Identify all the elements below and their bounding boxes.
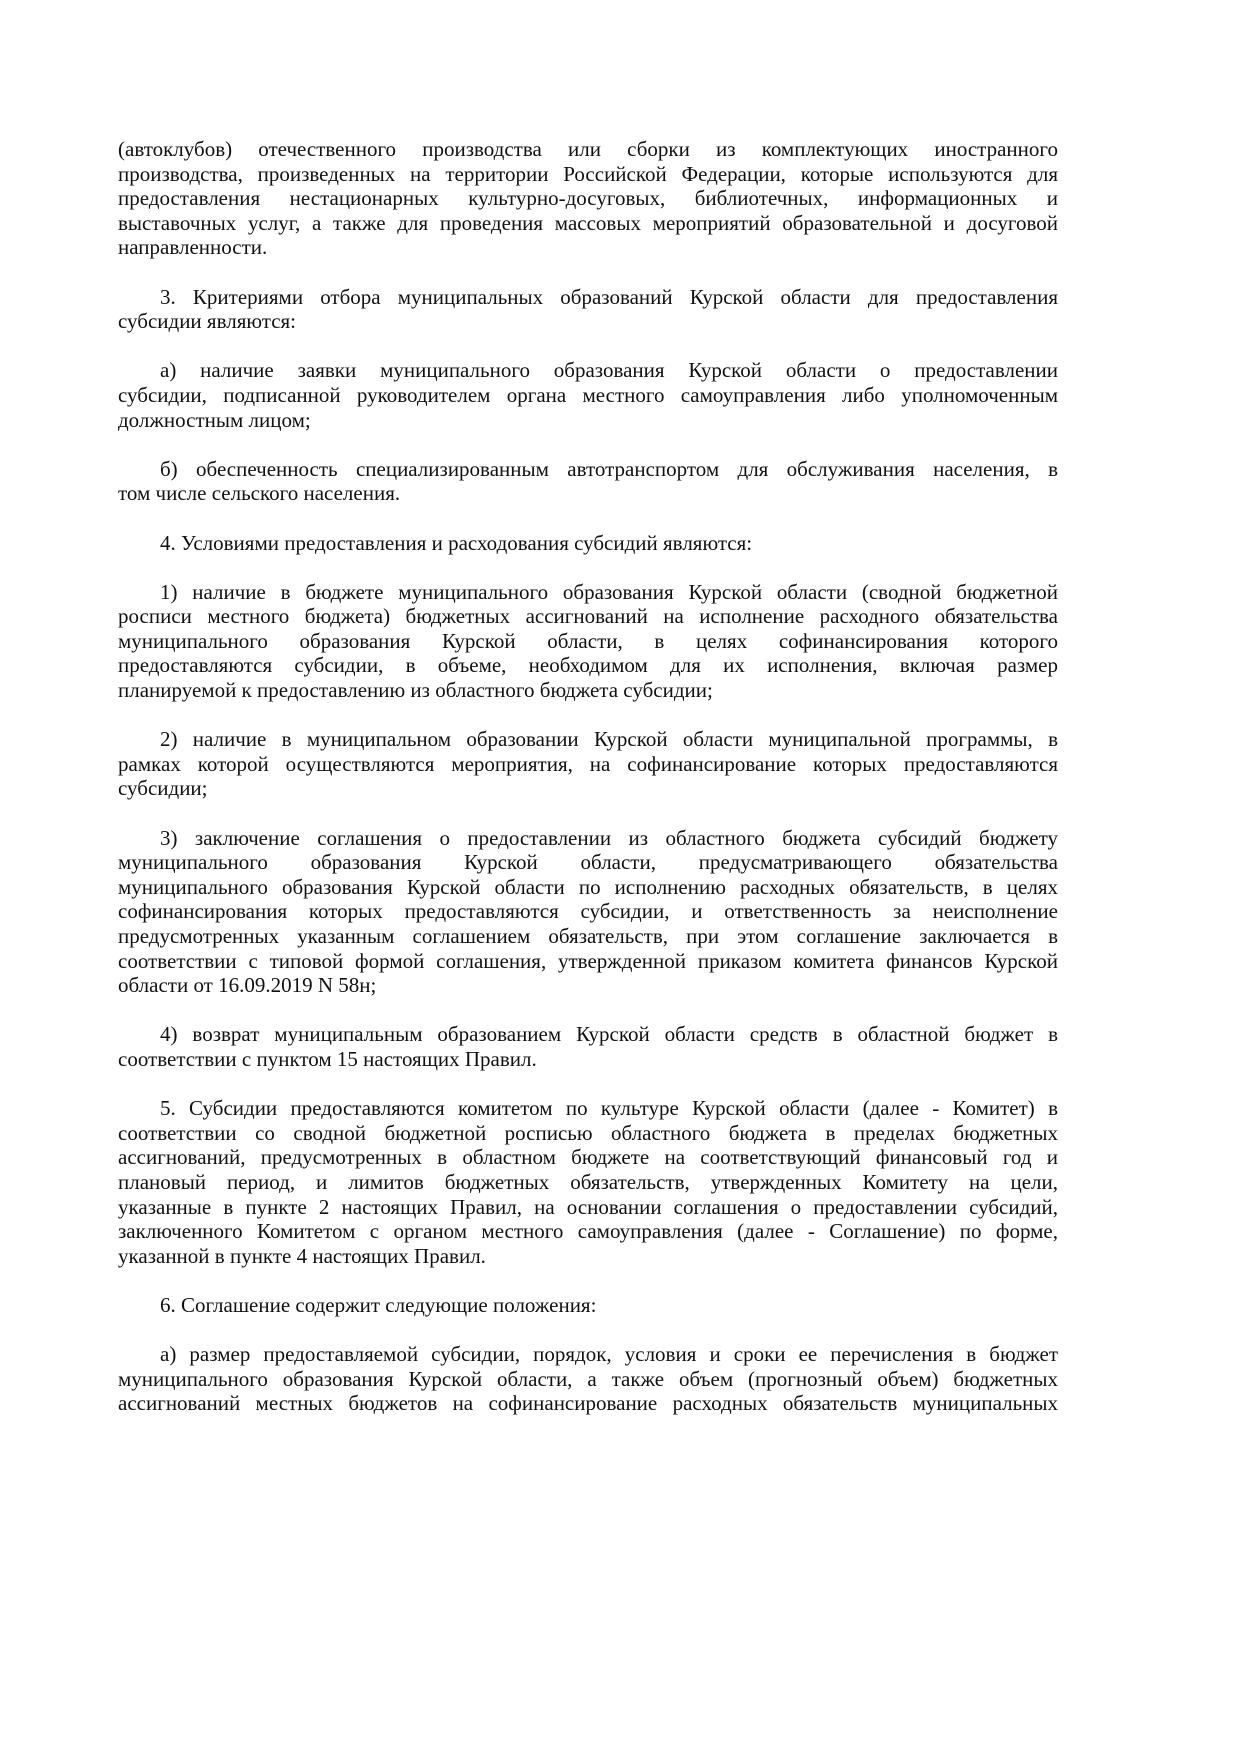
text-line: предусмотренных указанным соглашением обязательств, при этом соглашение заключается в [118, 924, 1058, 948]
text-line: направленности. [118, 235, 268, 260]
text-line: субсидии; [118, 776, 208, 801]
paragraph [118, 1342, 1058, 1416]
text-line: муниципального образования Курской области, а также объем (прогнозный объем) бюджетных [118, 1366, 1058, 1391]
text-line: заключенного Комитетом с органом местного самоуправления (далее - Соглашение) по форме, [118, 1219, 1058, 1244]
text-line: а) размер предоставляемой субсидии, порядок, условия и сроки ее перечисления в бюджет [160, 1342, 1058, 1367]
paragraph [118, 1022, 1058, 1071]
text-line: 1) наличие в бюджете муниципального образования Курской области (сводной бюджетной [160, 579, 1058, 604]
text-line: плановый период, и лимитов бюджетных обязательств, утвержденных Комитету на цели, [118, 1169, 1058, 1194]
text-line: предоставляются субсидии, в объеме, необходимом для их исполнения, включая размер [118, 653, 1058, 678]
text-line: субсидии, подписанной руководителем органа местного самоуправления либо уполномоченным [118, 382, 1058, 407]
text-line: соответствии со сводной бюджетной росписью областного бюджета в пределах бюджетных [118, 1120, 1058, 1145]
paragraph [118, 137, 1058, 260]
text-line: муниципального образования Курской области по исполнению расходных обязательств, в целях [118, 874, 1058, 899]
text-line: том числе сельского населения. [118, 481, 401, 506]
paragraph [118, 1096, 1058, 1268]
text-line: предоставления нестационарных культурно-досуговых, библиотечных, информационных и [118, 186, 1058, 211]
document-page [118, 137, 1058, 1440]
text-line: соответствии с типовой формой соглашения, утвержденной приказом комитета финансов Курской [118, 948, 1058, 973]
paragraph [118, 826, 1058, 998]
text-line: б) обеспеченность специализированным автотранспортом для обслуживания населения, в [160, 456, 1058, 481]
text-line: 3. Критериями отбора муниципальных образований Курской области для предоставления [160, 284, 1058, 309]
text-line: 3) заключение соглашения о предоставлении из областного бюджета субсидий бюджету [160, 825, 1058, 850]
text-line: должностным лицом; [118, 407, 311, 432]
text-line: 4) возврат муниципальным образованием Курской области средств в областной бюджет в [160, 1022, 1058, 1047]
paragraph [118, 531, 1058, 556]
paragraph [118, 727, 1058, 801]
text-line: 5. Субсидии предоставляются комитетом по культуре Курской области (далее - Комитет) в [160, 1096, 1058, 1121]
text-line: выставочных услуг, а также для проведения массовых мероприятий образовательной и досуговой [118, 210, 1058, 235]
paragraph [118, 1293, 1058, 1318]
text-line: ассигнований, предусмотренных в областном бюджете на соответствующий финансовый год и [118, 1145, 1058, 1170]
text-line: указанные в пункте 2 настоящих Правил, на основании соглашения о предоставлении субсидий, [118, 1194, 1058, 1219]
text-line: 4. Условиями предоставления и расходования субсидий являются: [160, 530, 753, 555]
text-line: производства, произведенных на территории Российской Федерации, которые используются для [118, 161, 1058, 186]
text-line: 6. Соглашение содержит следующие положения: [160, 1292, 597, 1317]
text-line: росписи местного бюджета) бюджетных ассигнований на исполнение расходного обязательства [118, 604, 1058, 629]
paragraph [118, 580, 1058, 703]
text-line: области от 16.09.2019 N 58н; [118, 973, 377, 998]
text-line: муниципального образования Курской области, предусматривающего обязательства [118, 850, 1058, 875]
paragraph [118, 358, 1058, 432]
text-line: указанной в пункте 4 настоящих Правил. [118, 1243, 486, 1268]
text-line: субсидии являются: [118, 309, 297, 334]
text-line: планируемой к предоставлению из областного бюджета субсидии; [118, 678, 713, 703]
text-line: муниципального образования Курской области, в целях софинансирования которого [118, 628, 1058, 653]
text-line: 2) наличие в муниципальном образовании Курской области муниципальной программы, в [160, 727, 1058, 752]
text-line: ассигнований местных бюджетов на софинансирование расходных обязательств муниципальных [118, 1391, 1058, 1416]
text-line: софинансирования которых предоставляются субсидии, и ответственность за неисполнение [118, 899, 1058, 924]
text-line: соответствии с пунктом 15 настоящих Правил. [118, 1046, 537, 1071]
paragraph [118, 285, 1058, 334]
text-line: (автоклубов) отечественного производства или сборки из комплектующих иностранного [118, 137, 1058, 161]
text-line: а) наличие заявки муниципального образования Курской области о предоставлении [160, 358, 1058, 383]
paragraph [118, 457, 1058, 506]
text-line: рамках которой осуществляются мероприятия, на софинансирование которых предоставляются [118, 751, 1058, 776]
